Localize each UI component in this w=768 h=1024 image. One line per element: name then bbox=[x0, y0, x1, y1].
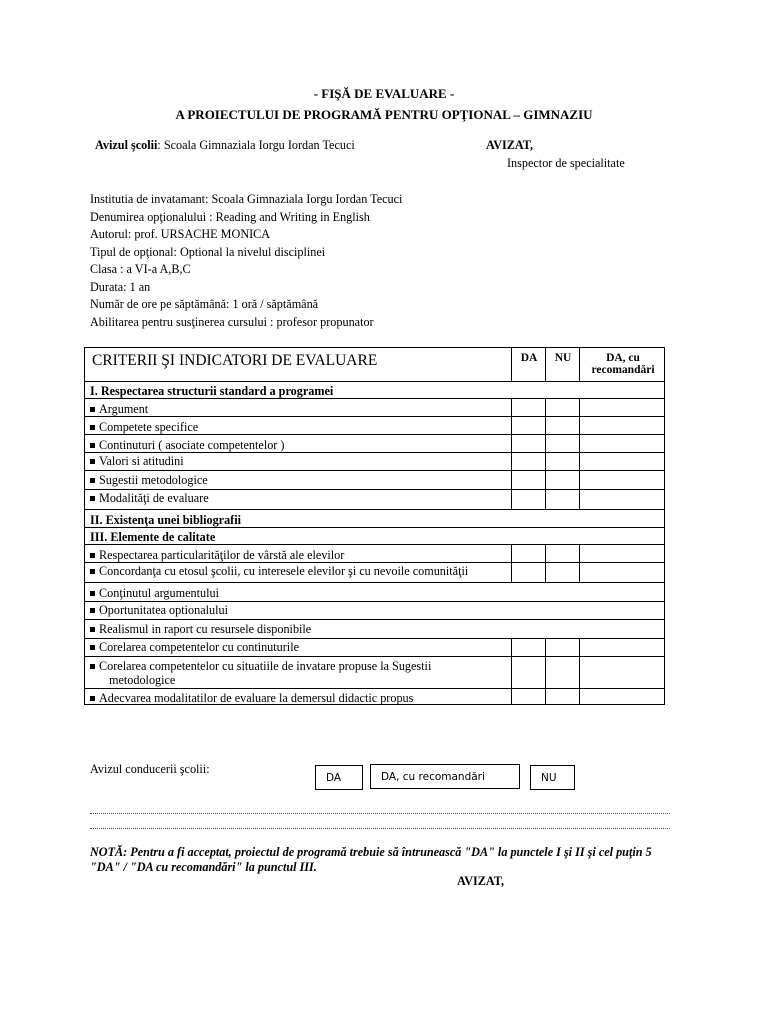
info-author: Autorul: prof. URSACHE MONICA bbox=[90, 227, 271, 241]
table-rule bbox=[85, 656, 664, 657]
document-title: - FIŞĂ DE EVALUARE - bbox=[313, 86, 455, 101]
table-col-rule bbox=[579, 348, 580, 381]
table-col-rule bbox=[511, 348, 512, 381]
dotted-line bbox=[90, 813, 670, 814]
school-opinion-value: : Scoala Gimnaziala Iorgu Iordan Tecuci bbox=[157, 138, 355, 152]
criterion-label: Modalităţi de evaluare bbox=[99, 491, 209, 505]
table-rule bbox=[85, 489, 664, 490]
option-da-label: DA bbox=[326, 771, 342, 784]
leadership-opinion-label: Avizul conducerii şcolii: bbox=[90, 762, 210, 776]
criterion-label: Adecvarea modalitatilor de evaluare la demersul didactic propus bbox=[99, 691, 414, 705]
criterion-label: Sugestii metodologice bbox=[99, 473, 208, 487]
bullet-icon bbox=[90, 569, 95, 574]
table-col-rule bbox=[545, 398, 546, 510]
table-col-rule bbox=[545, 348, 546, 381]
table-header-da-rec bbox=[581, 352, 665, 376]
bullet-icon bbox=[90, 496, 95, 501]
table-col-rule bbox=[545, 544, 546, 583]
table-rule bbox=[85, 416, 664, 417]
criterion-label: Corelarea competentelor cu situatiile de invatare propuse la Sugestii bbox=[99, 659, 432, 673]
table-rule bbox=[85, 509, 664, 510]
table-rule bbox=[85, 619, 664, 620]
criterion-row bbox=[90, 564, 468, 579]
avizat-top: AVIZAT, bbox=[486, 138, 534, 152]
criterion-label: Continuturi ( asociate competentelor ) bbox=[99, 438, 285, 452]
section-3-title: III. Elemente de calitate bbox=[90, 530, 216, 544]
table-rule bbox=[85, 381, 664, 382]
inspector-label: Inspector de specialitate bbox=[507, 156, 625, 170]
table-header-nu: NU bbox=[554, 352, 572, 364]
bullet-icon bbox=[90, 591, 95, 596]
option-nu-box[interactable] bbox=[530, 765, 575, 790]
table-col-rule bbox=[511, 638, 512, 705]
bullet-icon bbox=[90, 645, 95, 650]
criterion-label: Oportunitatea optionalului bbox=[99, 603, 228, 617]
section-1-title: I. Respectarea structurii standard a programei bbox=[90, 384, 334, 398]
table-col-rule bbox=[511, 544, 512, 583]
criterion-label: Valori si atitudini bbox=[99, 454, 184, 468]
section-2-title: II. Existenţa unei bibliografii bbox=[90, 513, 242, 527]
bullet-icon bbox=[90, 627, 95, 632]
criterion-row bbox=[90, 473, 208, 488]
criterion-row bbox=[90, 438, 284, 453]
option-da-rec-label: DA, cu recomandări bbox=[381, 770, 485, 783]
bullet-icon bbox=[90, 425, 95, 430]
bullet-icon bbox=[90, 478, 95, 483]
criterion-row bbox=[90, 659, 431, 674]
table-header-da-rec-line2: recomandări bbox=[591, 364, 655, 376]
info-hours: Număr de ore pe săptămână: 1 oră / săptămână bbox=[90, 297, 319, 311]
criterion-label: Competete specifice bbox=[99, 420, 199, 434]
criterion-label: Corelarea competentelor cu continuturile bbox=[99, 640, 299, 654]
criterion-label: Respectarea particularităţilor de vârstă ale elevilor bbox=[99, 548, 345, 562]
bullet-icon bbox=[90, 553, 95, 558]
table-col-rule bbox=[511, 398, 512, 510]
criterion-label: Realismul in raport cu resursele disponibile bbox=[99, 622, 312, 636]
table-rule bbox=[85, 470, 664, 471]
table-header-criteria: CRITERII ŞI INDICATORI DE EVALUARE bbox=[92, 352, 378, 369]
criterion-row bbox=[90, 548, 344, 563]
table-rule bbox=[85, 638, 664, 639]
info-optional-name: Denumirea opţionalului : Reading and Writing in English bbox=[90, 210, 370, 224]
evaluation-table bbox=[84, 347, 665, 705]
dotted-line bbox=[90, 828, 670, 829]
table-col-rule bbox=[579, 544, 580, 583]
criterion-row bbox=[90, 491, 209, 506]
table-col-rule bbox=[545, 638, 546, 705]
criterion-row bbox=[90, 640, 299, 655]
table-header-da-rec-line1: DA, cu bbox=[606, 352, 640, 364]
bullet-icon bbox=[90, 459, 95, 464]
school-opinion bbox=[95, 138, 355, 153]
table-rule bbox=[85, 601, 664, 602]
option-da-box[interactable] bbox=[315, 765, 363, 790]
school-opinion-label: Avizul şcolii bbox=[95, 138, 158, 152]
table-rule bbox=[85, 582, 664, 583]
option-da-rec-box[interactable] bbox=[370, 764, 520, 789]
option-nu-label: NU bbox=[541, 771, 557, 784]
criterion-row bbox=[90, 402, 148, 417]
criterion-row bbox=[90, 454, 184, 469]
avizat-bottom: AVIZAT, bbox=[457, 874, 505, 888]
bullet-icon bbox=[90, 608, 95, 613]
criterion-label-continued: metodologice bbox=[109, 673, 176, 687]
criterion-label: Concordanţa cu etosul şcolii, cu interesele elevilor şi cu nevoile comunităţii bbox=[99, 564, 469, 578]
info-institution: Institutia de invatamant: Scoala Gimnaziala Iorgu Iordan Tecuci bbox=[90, 192, 403, 206]
bullet-icon bbox=[90, 664, 95, 669]
table-header-da: DA bbox=[520, 352, 538, 364]
criterion-row bbox=[90, 603, 228, 618]
table-rule bbox=[85, 688, 664, 689]
criterion-row bbox=[90, 691, 413, 706]
info-class: Clasa : a VI-a A,B,C bbox=[90, 262, 191, 276]
bullet-icon bbox=[90, 407, 95, 412]
document-subtitle: A PROIECTULUI DE PROGRAMĂ PENTRU OPŢIONAL – GIMNAZIU bbox=[175, 107, 593, 122]
criterion-row bbox=[90, 622, 311, 637]
table-col-rule bbox=[579, 398, 580, 510]
note-paragraph: NOTĂ: Pentru a fi acceptat, proiectul de programă trebuie să întrunească "DA" la punctele I şi II şi cel puţin 5 "DA" / "DA cu recomandări" la punctul III. bbox=[90, 845, 652, 874]
info-qualification: Abilitarea pentru susţinerea cursului : profesor propunator bbox=[90, 315, 374, 329]
criterion-label: Argument bbox=[99, 402, 149, 416]
criterion-label: Conţinutul argumentului bbox=[99, 586, 219, 600]
bullet-icon bbox=[90, 443, 95, 448]
criterion-row bbox=[90, 586, 219, 601]
info-optional-type: Tipul de opţional: Optional la nivelul disciplinei bbox=[90, 245, 326, 259]
info-duration: Durata: 1 an bbox=[90, 280, 151, 294]
bullet-icon bbox=[90, 696, 95, 701]
criterion-row bbox=[90, 420, 198, 435]
table-col-rule bbox=[579, 638, 580, 705]
